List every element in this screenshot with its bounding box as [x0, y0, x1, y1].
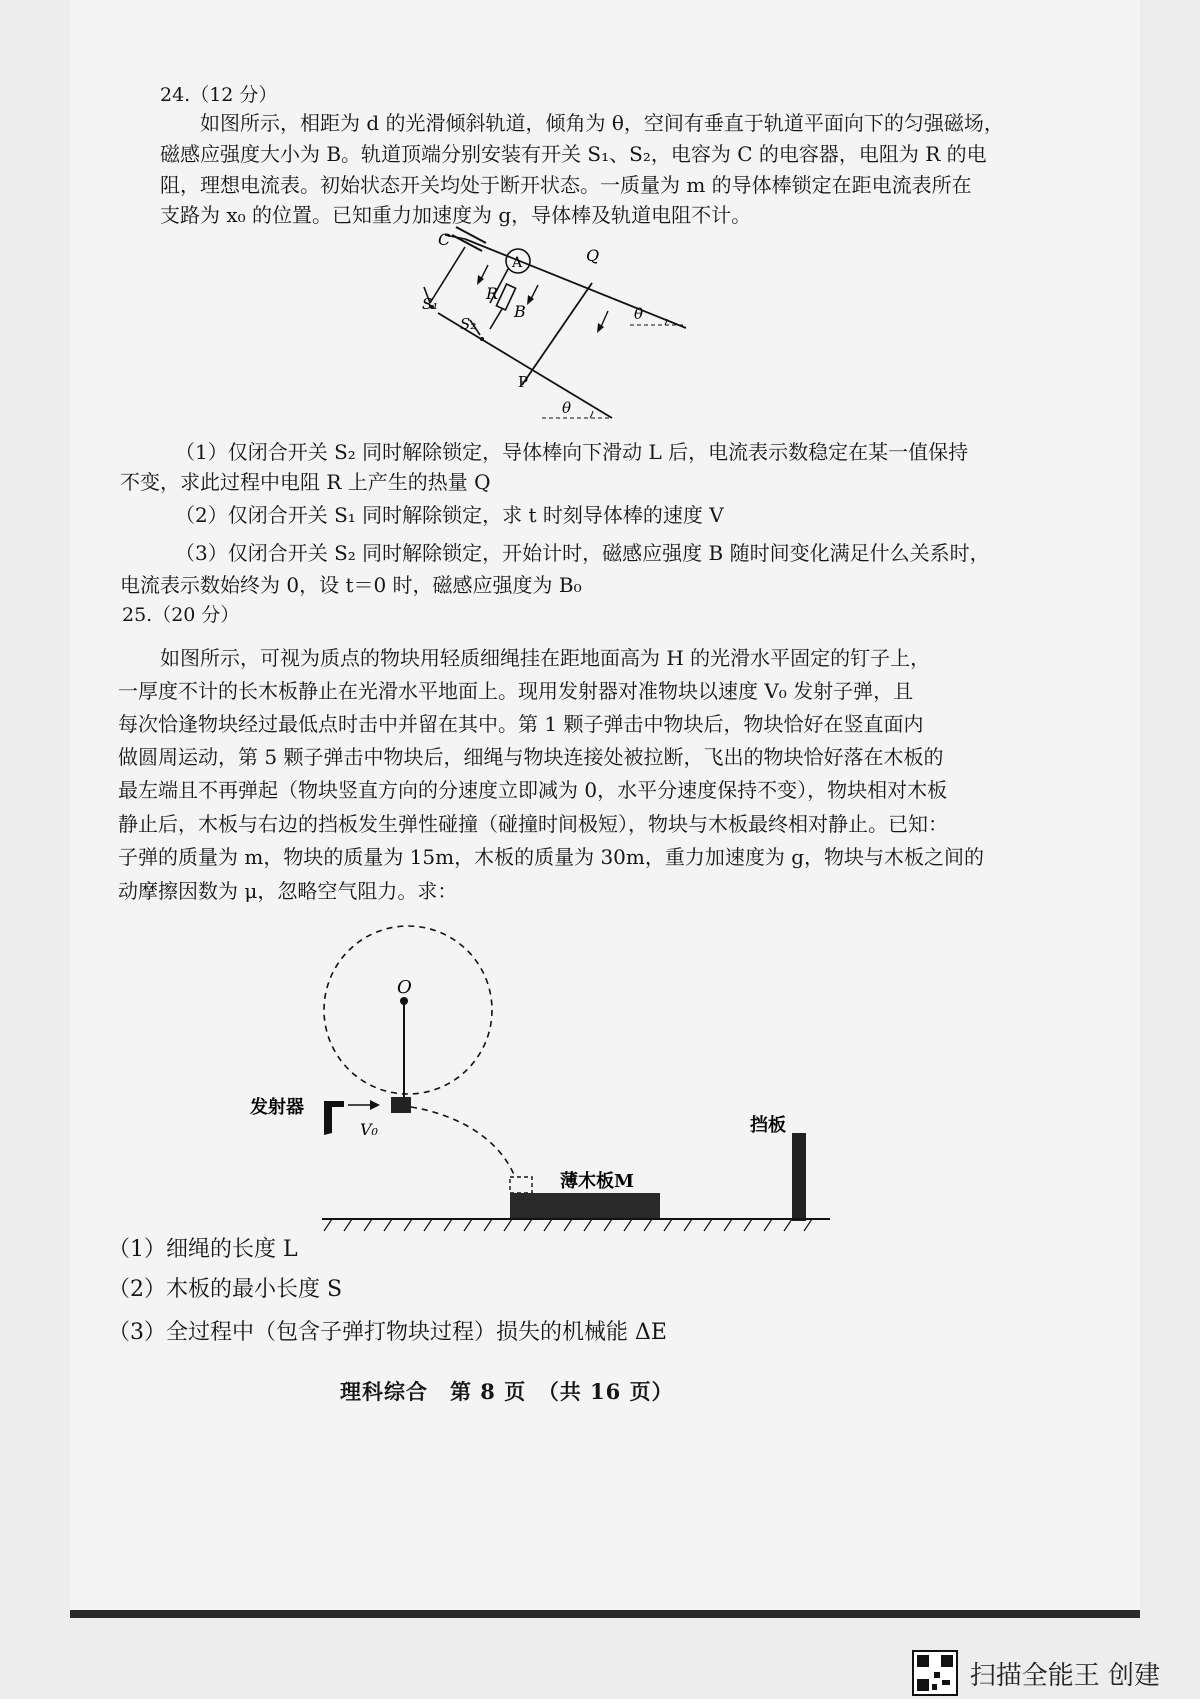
- watermark-text: 扫描全能王 创建: [969, 1660, 1160, 1691]
- angle-theta-bottom-label: θ: [562, 399, 572, 417]
- board-label: 薄木板M: [560, 1171, 634, 1192]
- resistor-label: R: [486, 284, 499, 303]
- q25-part-3: （3）全过程中（包含子弹打物块过程）损失的机械能 ΔE: [108, 1320, 667, 1345]
- q25-stem-line-8: 动摩擦因数为 μ，忽略空气阻力。求：: [118, 879, 458, 903]
- q24-stem-line-4: 支路为 x₀ 的位置。已知重力加速度为 g，导体棒及轨道电阻不计。: [160, 203, 752, 227]
- qr-code-icon: [912, 1650, 958, 1696]
- switch-s1-label: S₁: [422, 295, 439, 313]
- q25-stem-line-3: 每次恰逢物块经过最低点时击中并留在其中。第 1 颗子弹击中物块后，物块恰好在竖直面内: [118, 712, 924, 736]
- scanner-watermark: [912, 1648, 1160, 1698]
- q25-part-2: （2）木板的最小长度 S: [108, 1277, 343, 1302]
- q25-stem-line-5: 最左端且不再弹起（物块竖直方向的分速度立即减为 0，水平分速度保持不变），物块相对木板: [118, 778, 948, 802]
- baffle-label: 挡板: [750, 1115, 786, 1136]
- q24-part-1-line-2: 不变，求此过程中电阻 R 上产生的热量 Q: [120, 470, 491, 494]
- page-bottom-edge: [70, 1610, 1140, 1618]
- velocity-v0-label: V₀: [360, 1120, 378, 1139]
- q24-stem-line-2: 磁感应强度大小为 B。轨道顶端分别安装有开关 S₁、S₂，电容为 C 的电容器，电阻为 R 的电: [160, 142, 987, 166]
- q24-part-3-line-2: 电流表示数始终为 0，设 t＝0 时，磁感应强度为 B₀: [120, 573, 582, 597]
- q25-stem-line-4: 做圆周运动，第 5 颗子弹击中物块后，细绳与物块连接处被拉断，飞出的物块恰好落在木板的: [118, 745, 944, 769]
- q24-stem-line-1: 如图所示，相距为 d 的光滑倾斜轨道，倾角为 θ，空间有垂直于轨道平面向下的匀强磁场，: [200, 111, 1004, 135]
- launcher-label: 发射器: [250, 1097, 304, 1118]
- capacitor-label: C: [438, 230, 451, 249]
- q25-motion-diagram: [240, 915, 840, 1235]
- point-p-label: P: [518, 373, 529, 391]
- q24-stem-line-3: 阻，理想电流表。初始状态开关均处于断开状态。一质量为 m 的导体棒锁定在距电流表所在: [160, 173, 972, 197]
- q24-header: 24.（12 分）: [160, 84, 278, 106]
- q25-stem-line-2: 一厚度不计的长木板静止在光滑水平地面上。现用发射器对准物块以速度 V₀ 发射子弹，且: [118, 679, 914, 703]
- ammeter-label: A: [512, 255, 523, 271]
- q24-part-3-line-1: （3）仅闭合开关 S₂ 同时解除锁定，开始计时，磁感应强度 B 随时间变化满足什么关系时，: [175, 541, 990, 565]
- point-q-label: Q: [586, 246, 600, 265]
- q25-header: 25.（20 分）: [122, 604, 240, 626]
- q25-stem-line-1: 如图所示，可视为质点的物块用轻质细绳挂在距地面高为 H 的光滑水平固定的钉子上，: [160, 646, 931, 670]
- field-b-label: B: [514, 302, 526, 321]
- q25-stem-line-7: 子弹的质量为 m，物块的质量为 15m，木板的质量为 30m，重力加速度为 g，物块与木板之间的: [118, 845, 985, 869]
- pivot-o-label: O: [397, 977, 412, 998]
- q24-circuit-diagram: [410, 225, 700, 425]
- q25-stem-line-6: 静止后，木板与右边的挡板发生弹性碰撞（碰撞时间极短），物块与木板最终相对静止。已知：: [118, 812, 948, 836]
- switch-s2-label: S₂: [460, 315, 477, 333]
- q25-part-1: （1）细绳的长度 L: [108, 1237, 298, 1262]
- q24-part-1-line-1: （1）仅闭合开关 S₂ 同时解除锁定，导体棒向下滑动 L 后，电流表示数稳定在某一值保持: [175, 440, 969, 464]
- angle-theta-top-label: θ: [634, 305, 644, 323]
- page-footer: 理科综合 第 8 页 （共 16 页）: [340, 1379, 674, 1404]
- q24-part-2: （2）仅闭合开关 S₁ 同时解除锁定，求 t 时刻导体棒的速度 V: [175, 503, 724, 527]
